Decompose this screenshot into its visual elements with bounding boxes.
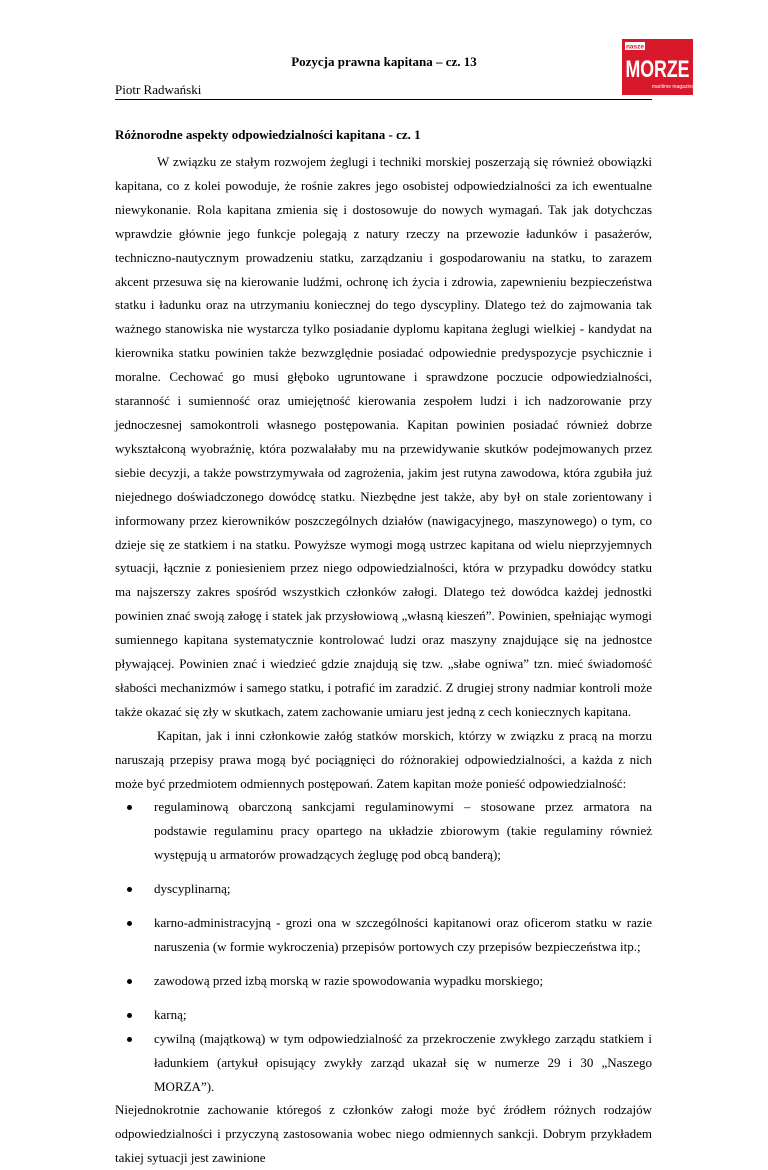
- header-divider: [115, 99, 652, 100]
- logo-main-text: MORZE: [625, 56, 690, 83]
- nasze-morze-logo: [622, 39, 693, 95]
- list-item: zawodową przed izbą morską w razie spowodowania wypadku morskiego;: [115, 969, 652, 993]
- page-header-title: Pozycja prawna kapitana – cz. 13: [291, 54, 477, 69]
- list-item: dyscyplinarną;: [115, 877, 652, 901]
- logo-top-text: nasze: [625, 43, 645, 51]
- list-item: karno-administracyjną - grozi ona w szczególności kapitanowi oraz oficerom statku w razie naruszenia (w formie wykroczenia) przepisów portowych czy przepisów bezpieczeństwa itp.;: [115, 911, 652, 959]
- list-item: karną;: [115, 1003, 652, 1027]
- article-body: [115, 123, 652, 1170]
- list-item: cywilną (majątkową) w tym odpowiedzialność za przekroczenie zwykłego zarządu statkiem i ładunkiem (artykuł opisujący zwykły zarząd ukazał się w numerze 29 i 30 „Naszego MORZA”).: [115, 1027, 652, 1099]
- liability-list: [115, 795, 652, 1098]
- article-heading: Różnorodne aspekty odpowiedzialności kapitana - cz. 1: [115, 127, 421, 142]
- logo-sub-text: maritime magazine: [651, 84, 695, 90]
- list-item: regulaminową obarczoną sankcjami regulaminowymi – stosowane przez armatora na podstawie regulaminu pracy opartego na układzie zbiorowym (takie regulaminy również występują u armatorów prowadzących żeglugę pod obcą banderą);: [115, 795, 652, 867]
- author-name: Piotr Radwański: [115, 82, 202, 97]
- paragraph-3: Niejednokrotnie zachowanie któregoś z członków załogi może być źródłem różnych rodzajów odpowiedzialności i przyczyną zastosowania wobec niego odmiennych sankcji. Dobrym przykładem takiej sytuacji jest zawinione: [115, 1102, 652, 1166]
- paragraph-1: W związku ze stałym rozwojem żeglugi i techniki morskiej poszerzają się również obowiązki kapitana, co z kolei powoduje, że rośnie zakres jego osobistej odpowiedzialności za ich ewentualne niewykonanie. Rola kapitana zmienia się i dostosowuje do nowych wymagań. Tak jak dotychczas wprawdzie głównie jego funkcje polegają z natury rzeczy na przewozie ładunków i pasażerów, techniczno-nautycznym prowadzeniu statku, zarządzaniu i gospodarowaniu na statku, to zarazem akcent przesuwa się na kierowanie ludźmi, ochronę ich życia i zdrowia, zapewnieniu bezpieczeństwa statku i ładunku oraz na utrzymaniu koniecznej do tego dyscypliny. Dlatego też do zajmowania tak ważnego stanowiska nie wystarcza tylko posiadanie dyplomu kapitana żeglugi wielkiej - kandydat na kierownika statku powinien także bezwzględnie posiadać odpowiednie predyspozycje psychicznie i moralne. Cechować go musi głęboko ugruntowane i sprawdzone poczucie odpowiedzialności, staranność i sumienność oraz umiejętność kierowania zespołem ludzi i ich nadzorowanie przy jednoczesnej samokontroli własnego postępowania. Kapitan powinien posiadać również dobrze wykształconą wyobraźnię, która pozwalałaby mu na przewidywanie skutków podejmowanych przez siebie decyzji, a także powstrzymywała od zagrożenia, jakim jest rutyna zawodowa, która zgubiła już niejednego doświadczonego dowódcę statku. Niezbędne jest także, aby był on stale zorientowany i informowany przez kierowników poszczególnych działów (nawigacyjnego, maszynowego) o tym, co dzieje się ze statkiem i na statku. Powyższe wymogi mogą ustrzec kapitana od wielu nieprzyjemnych sytuacji, łącznie z poniesieniem przez niego odpowiedzialności, która w przypadku dowódcy statku ma najszerszy zakres spośród wszystkich członków załogi. Dlatego też dowódca każdej jednostki powinien znać swoją załogę i statek jak przysłowiową „własną kieszeń”. Powinien, spełniając wymogi sumiennego kapitana systematycznie kontrolować ludzi oraz maszyny znajdujące się na jednostce pływającej. Powinien znać i wiedzieć gdzie znajdują się tzw. „słabe ogniwa” tzn. mieć świadomość słabości mechanizmów i samego statku, i potrafić im zaradzić. Z drugiej strony nadmiar kontroli może także okazać się zły w skutkach, zatem zachowanie umiaru jest jedną z cech koniecznych kapitana.: [115, 154, 652, 719]
- paragraph-2: Kapitan, jak i inni członkowie załóg statków morskich, którzy w związku z pracą na morzu naruszają przepisy prawa mogą być pociągnięci do różnorakiej odpowiedzialności, a każda z nich może być przedmiotem odmiennych postępowań. Zatem kapitan może ponieść odpowiedzialność:: [115, 727, 652, 791]
